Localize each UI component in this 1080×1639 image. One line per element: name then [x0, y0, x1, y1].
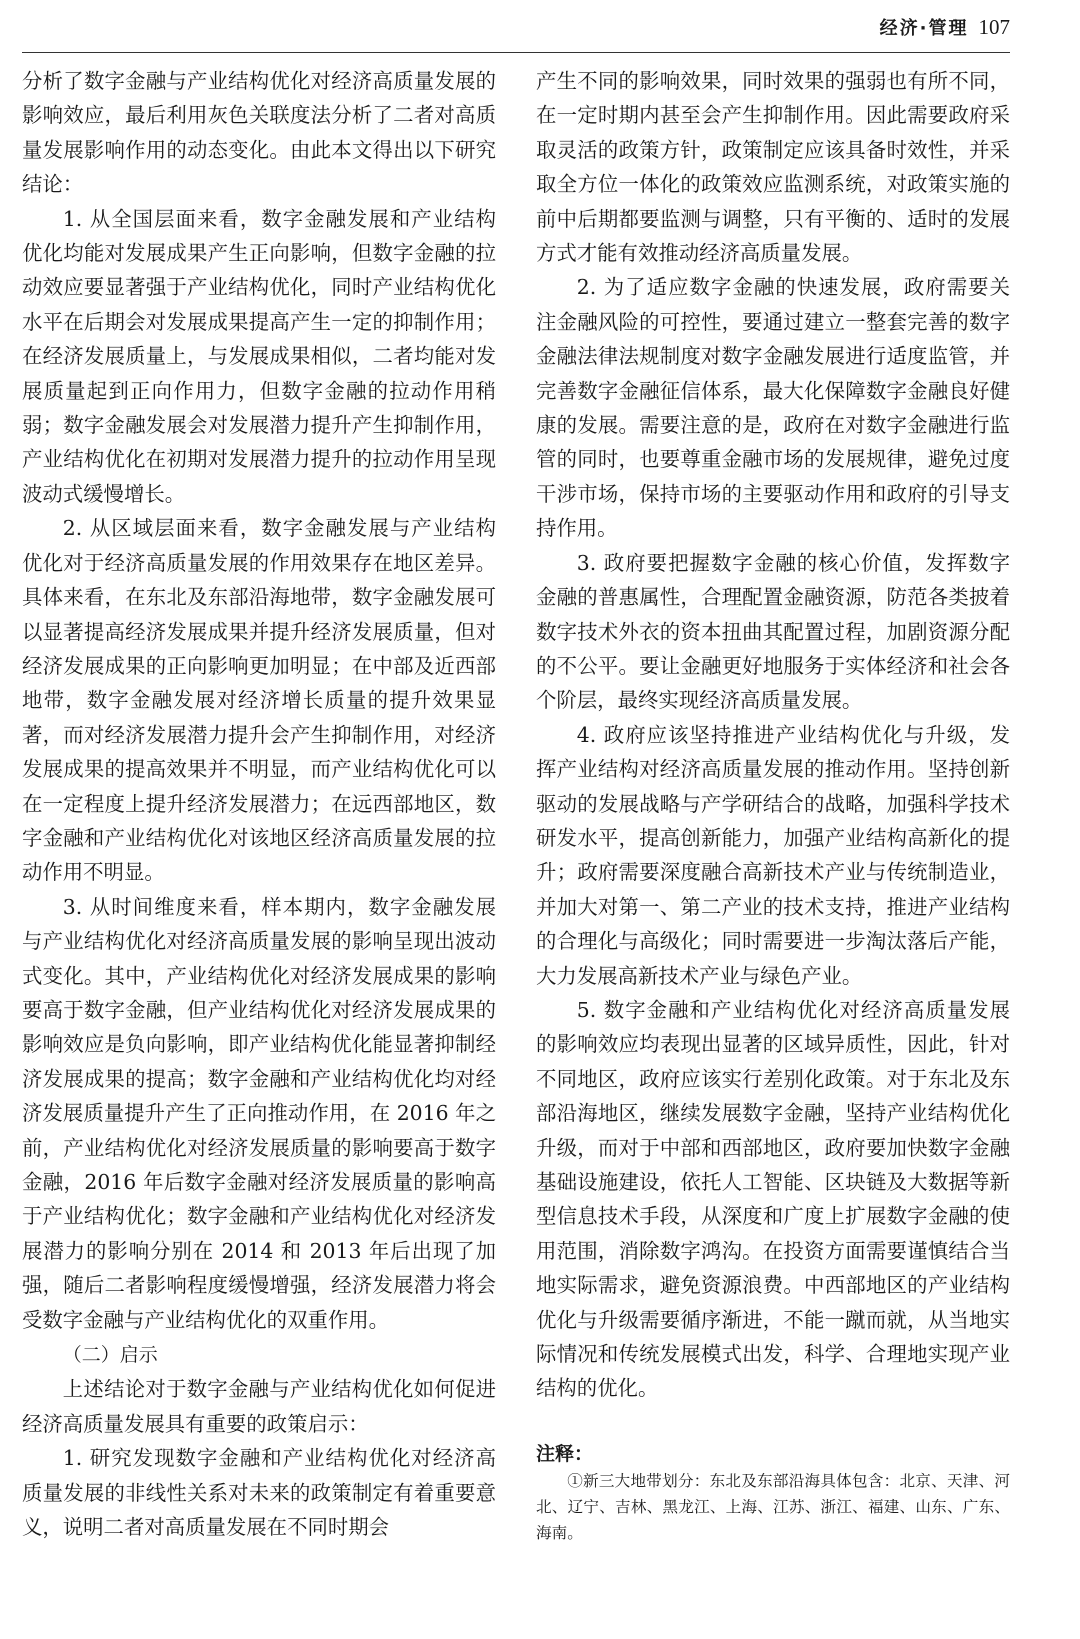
section-heading-wrap [22, 1337, 496, 1372]
footnote: ①新三大地带划分：东北及东部沿海具体包含：北京、天津、河北、辽宁、吉林、黑龙江、上海、江苏、浙江、福建、山东、广东、海南。 [536, 1471, 1010, 1542]
implication-3: 3. 政府要把握数字金融的核心价值，发挥数字金融的普惠属性，合理配置金融资源，防范各类披着数字技术外衣的资本扭曲其配置过程，加剧资源分配的不公平。要让金融更好地服务于实体经济和社会各个阶层，最终实现经济高质量发展。 [536, 550, 1010, 713]
journal-section: 经济·管理 [879, 18, 969, 39]
paragraph: 分析了数字金融与产业结构优化对经济高质量发展的影响效应，最后利用灰色关联度法分析了二者对高质量发展影响作用的动态变化。由此本文得出以下研究结论： [22, 69, 496, 197]
paragraph: 上述结论对于数字金融与产业结构优化如何促进经济高质量发展具有重要的政策启示： [22, 1377, 496, 1436]
conclusion-2: 2. 从区域层面来看，数字金融发展与产业结构优化对于经济高质量发展的作用效果存在地区差异。具体来看，在东北及东部沿海地带，数字金融发展可以显著提高经济发展成果并提升经济发展质量，但对经济发展成果的正向影响更加明显；在中部及近西部地带，数字金融发展对经济增长质量的提升效果显著，而对经济发展潜力提升会产生抑制作用，对经济发展成果的提高效果并不明显，而产业结构优化可以在一定程度上提升经济发展潜力；在远西部地区，数字金融和产业结构优化对该地区经济高质量发展的拉动作用不明显。 [22, 516, 496, 885]
implication-1-continued: 产生不同的影响效果，同时效果的强弱也有所不同，在一定时期内甚至会产生抑制作用。因此需要政府采取灵活的政策方针，政策制定应该具备时效性，并采取全方位一体化的政策效应监测系统，对政策实施的前中后期都要监测与调整，只有平衡的、适时的发展方式才能有效推动经济高质量发展。 [536, 69, 1010, 266]
conclusion-1: 1. 从全国层面来看，数字金融发展和产业结构优化均能对发展成果产生正向影响，但数字金融的拉动效应要显著强于产业结构优化，同时产业结构优化水平在后期会对发展成果提高产生一定的抑制作用；在经济发展质量上，与发展成果相似，二者均能对发展质量起到正向作用力，但数字金融的拉动作用稍弱；数字金融发展会对发展潜力提升产生抑制作用，产业结构优化在初期对发展潜力提升的拉动作用呈现波动式缓慢增长。 [22, 206, 496, 506]
right-column [536, 64, 1010, 1546]
left-column [22, 64, 496, 1544]
implication-4: 4. 政府应该坚持推进产业结构优化与升级，发挥产业结构对经济高质量发展的推动作用。坚持创新驱动的发展战略与产学研结合的战略，加强科学技术研发水平，提高创新能力，加强产业结构高新化的提升；政府需要深度融合高新技术产业与传统制造业，并加大对第一、第二产业的技术支持，推进产业结构的合理化与高级化；同时需要进一步淘汰落后产能，大力发展高新技术产业与绿色产业。 [536, 722, 1010, 988]
conclusion-3: 3. 从时间维度来看，样本期内，数字金融发展与产业结构优化对经济高质量发展的影响呈现出波动式变化。其中，产业结构优化对经济发展成果的影响要高于数字金融，但产业结构优化对经济发展成果的影响效应是负向影响，即产业结构优化能显著抑制经济发展成果的提高；数字金融和产业结构优化均对经济发展质量提升产生了正向推动作用，在 2016 年之前，产业结构优化对经济发展质量的影响要高于数字金融，2016 年后数字金融对经济发展质量的影响高于产业结构优化；数字金融和产业结构优化对经济发展潜力的影响分别在 2014 和 2013 年后出现了加强，随后二者影响程度缓慢增强，经济发展潜力将会受数字金融与产业结构优化的双重作用。 [22, 894, 496, 1332]
implication-2: 2. 为了适应数字金融的快速发展，政府需要关注金融风险的可控性，要通过建立一整套完善的数字金融法律法规制度对数字金融发展进行适度监管，并完善数字金融征信体系，最大化保障数字金融良好健康的发展。需要注意的是，政府在对数字金融进行监管的同时，也要尊重金融市场的发展规律，避免过度干涉市场，保持市场的主要驱动作用和政府的引导支持作用。 [536, 275, 1010, 541]
implication-1-start: 1. 研究发现数字金融和产业结构优化对经济高质量发展的非线性关系对未来的政策制定有着重要意义，说明二者对高质量发展在不同时期会 [22, 1446, 496, 1540]
running-header [22, 14, 1010, 53]
implication-5: 5. 数字金融和产业结构优化对经济高质量发展的影响效应均表现出显著的区域异质性，因此，针对不同地区，政府应该实行差别化政策。对于东北及东部沿海地区，继续发展数字金融，坚持产业结构优化升级，而对于中部和西部地区，政府要加快数字金融基础设施建设，依托人工智能、区块链及大数据等新型信息技术手段，从深度和广度上扩展数字金融的使用范围，消除数字鸿沟。在投资方面需要谨慎结合当地实际需求，避免资源浪费。中西部地区的产业结构优化与升级需要循序渐进，不能一蹴而就，从当地实际情况和传统发展模式出发，科学、合理地实现产业结构的优化。 [536, 997, 1010, 1401]
section-heading: （二）启示 [62, 1344, 158, 1367]
notes-title: 注释： [536, 1442, 594, 1465]
page-number: 107 [978, 15, 1010, 39]
